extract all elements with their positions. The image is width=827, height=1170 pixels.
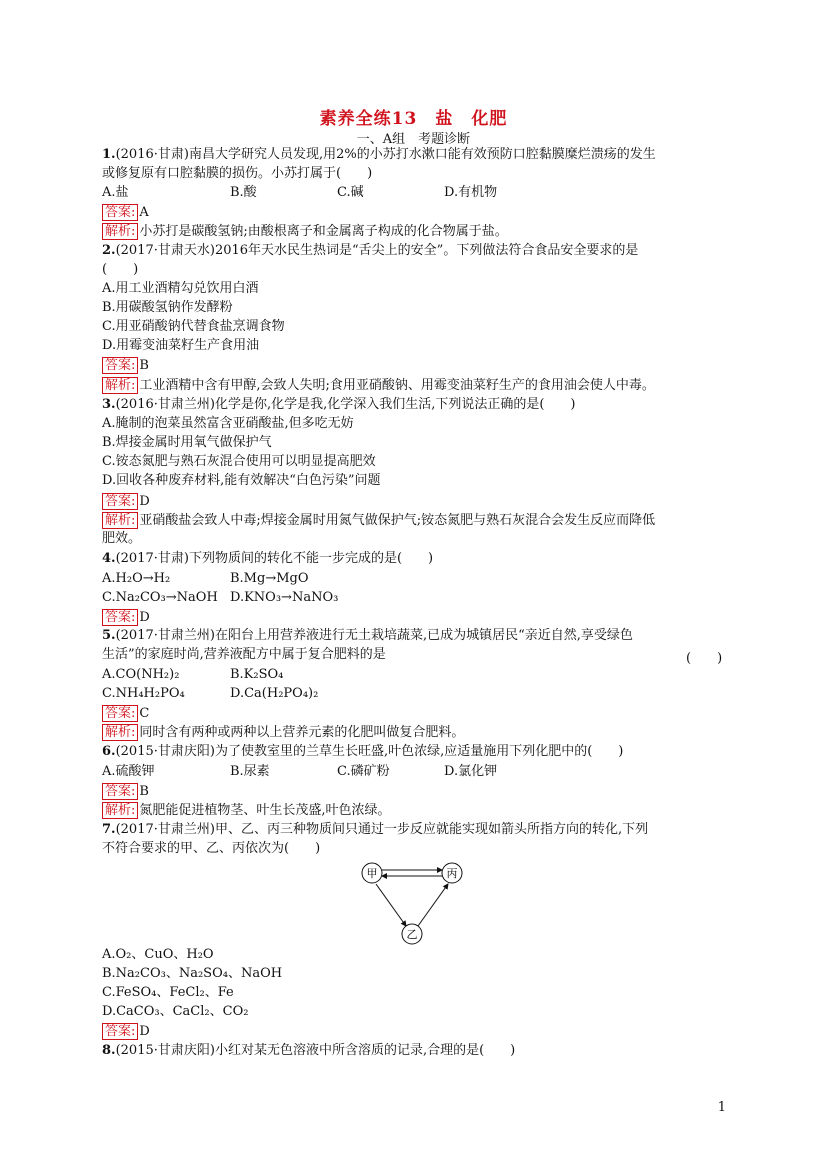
page-title: 素养全练13 盐 化肥 — [319, 109, 508, 129]
q5-answer-paren: ( ) — [686, 651, 723, 666]
page-number: 1 — [717, 1100, 726, 1115]
q7-line1: 7.(2017·甘肃兰州)甲、乙、丙三种物质间只通过一步反应就能实现如箭头所指方向的转化,下列 — [102, 822, 649, 837]
answer-tag: 答案: — [102, 783, 138, 800]
answer-tag: 答案: — [102, 493, 138, 510]
transformation-diagram — [352, 858, 472, 948]
q4-option-b: B.Mg→MgO — [230, 571, 309, 586]
node-b-label: 丙 — [446, 867, 458, 880]
q7-line2: 不符合要求的甲、乙、丙依次为( ) — [102, 841, 321, 856]
q5-answer: 答案: C — [102, 705, 149, 722]
q4-option-d: D.KNO₃→NaNO₃ — [230, 590, 339, 605]
answer-tag: 答案: — [102, 357, 138, 374]
analysis-tag: 解析: — [102, 802, 138, 819]
q6-option-b: B.尿素 — [230, 764, 270, 779]
q3-analysis: 解析: 亚硝酸盐会致人中毒;焊接金属时用氮气做保护气;铵态氮肥与熟石灰混合会发生反应而降低 — [102, 512, 655, 529]
q7-answer: 答案: D — [102, 1023, 150, 1040]
analysis-tag: 解析: — [102, 377, 138, 394]
q2-line2: ( ) — [102, 262, 139, 277]
q5-option-c: C.NH₄H₂PO₄ — [102, 686, 185, 701]
analysis-tag: 解析: — [102, 512, 138, 529]
q3-option-c: C.铵态氮肥与熟石灰混合使用可以明显提高肥效 — [102, 454, 376, 469]
q7-option-d: D.CaCO₃、CaCl₂、CO₂ — [102, 1004, 249, 1019]
arrow-c-to-b — [418, 884, 448, 926]
q5-option-b: B.K₂SO₄ — [230, 667, 284, 682]
q6-option-a: A.硫酸钾 — [102, 764, 155, 779]
q1-option-d: D.有机物 — [444, 185, 498, 200]
q1-line1: 1.(2016·甘肃)南昌大学研究人员发现,用2%的小苏打水漱口能有效预防口腔黏膜糜烂溃疡的发生 — [102, 147, 656, 162]
q2-answer: 答案: B — [102, 357, 149, 374]
q7-option-b: B.Na₂CO₃、Na₂SO₄、NaOH — [102, 966, 283, 981]
q4-option-a: A.H₂O→H₂ — [102, 571, 171, 586]
q1-option-b: B.酸 — [230, 185, 257, 200]
q6-option-d: D.氯化钾 — [444, 764, 498, 779]
q3-line1: 3.(2016·甘肃兰州)化学是你,化学是我,化学深入我们生活,下列说法正确的是( ) — [102, 397, 576, 412]
q5-analysis: 解析: 同时含有两种或两种以上营养元素的化肥叫做复合肥料。 — [102, 724, 464, 741]
q7-option-c: C.FeSO₄、FeCl₂、Fe — [102, 985, 234, 1000]
q6-option-c: C.磷矿粉 — [337, 764, 390, 779]
q1-line2: 或修复原有口腔黏膜的损伤。小苏打属于( ) — [102, 166, 373, 181]
q2-option-b: B.用碳酸氢钠作发酵粉 — [102, 300, 233, 315]
q2-option-c: C.用亚硝酸钠代替食盐烹调食物 — [102, 319, 285, 334]
q4-line1: 4.(2017·甘肃)下列物质间的转化不能一步完成的是( ) — [102, 551, 434, 566]
q3-option-a: A.腌制的泡菜虽然富含亚硝酸盐,但多吃无妨 — [102, 416, 354, 431]
q6-answer: 答案: B — [102, 783, 149, 800]
q6-analysis: 解析: 氮肥能促进植物茎、叶生长茂盛,叶色浓绿。 — [102, 802, 391, 819]
q4-option-c: C.Na₂CO₃→NaOH — [102, 590, 218, 605]
q2-line1: 2.(2017·甘肃天水)2016年天水民生热词是“舌尖上的安全”。下列做法符合食品安全要求的是 — [102, 243, 639, 258]
q3-analysis-cont: 肥效。 — [102, 531, 142, 546]
q2-option-d: D.用霉变油菜籽生产食用油 — [102, 338, 260, 353]
answer-tag: 答案: — [102, 609, 138, 626]
answer-tag: 答案: — [102, 204, 138, 221]
analysis-tag: 解析: — [102, 223, 138, 240]
q2-analysis: 解析: 工业酒精中含有甲醇,会致人失明;食用亚硝酸钠、用霉变油菜籽生产的食用油会使人中毒。 — [102, 377, 655, 394]
q1-answer: 答案: A — [102, 204, 149, 221]
node-a-label: 甲 — [366, 867, 378, 880]
q6-line1: 6.(2015·甘肃庆阳)为了使教室里的兰草生长旺盛,叶色浓绿,应适量施用下列化肥中的( ) — [102, 744, 624, 759]
q5-line2: 生活”的家庭时尚,营养液配方中属于复合肥料的是 — [102, 647, 386, 662]
q4-answer: 答案: D — [102, 609, 150, 626]
q3-option-b: B.焊接金属时用氧气做保护气 — [102, 435, 272, 450]
q1-analysis: 解析: 小苏打是碳酸氢钠;由酸根离子和金属离子构成的化合物属于盐。 — [102, 223, 508, 240]
arrow-a-to-c — [376, 884, 406, 926]
q3-option-d: D.回收各种废弃材料,能有效解决“白色污染”问题 — [102, 473, 381, 488]
q1-option-a: A.盐 — [102, 185, 129, 200]
analysis-tag: 解析: — [102, 724, 138, 741]
answer-tag: 答案: — [102, 705, 138, 722]
q7-option-a: A.O₂、CuO、H₂O — [102, 947, 214, 962]
q5-line1: 5.(2017·甘肃兰州)在阳台上用营养液进行无土栽培蔬菜,已成为城镇居民“亲近自然,享受绿色 — [102, 628, 633, 643]
q5-option-d: D.Ca(H₂PO₄)₂ — [230, 686, 319, 701]
section-subtitle: 一、A组 考题诊断 — [356, 132, 471, 147]
q2-option-a: A.用工业酒精勾兑饮用白酒 — [102, 281, 259, 296]
q8-line1: 8.(2015·甘肃庆阳)小红对某无色溶液中所含溶质的记录,合理的是( ) — [102, 1043, 516, 1058]
answer-tag: 答案: — [102, 1023, 138, 1040]
q3-answer: 答案: D — [102, 493, 150, 510]
node-c-label: 乙 — [406, 928, 418, 941]
q1-option-c: C.碱 — [337, 185, 364, 200]
q5-option-a: A.CO(NH₂)₂ — [102, 667, 180, 682]
